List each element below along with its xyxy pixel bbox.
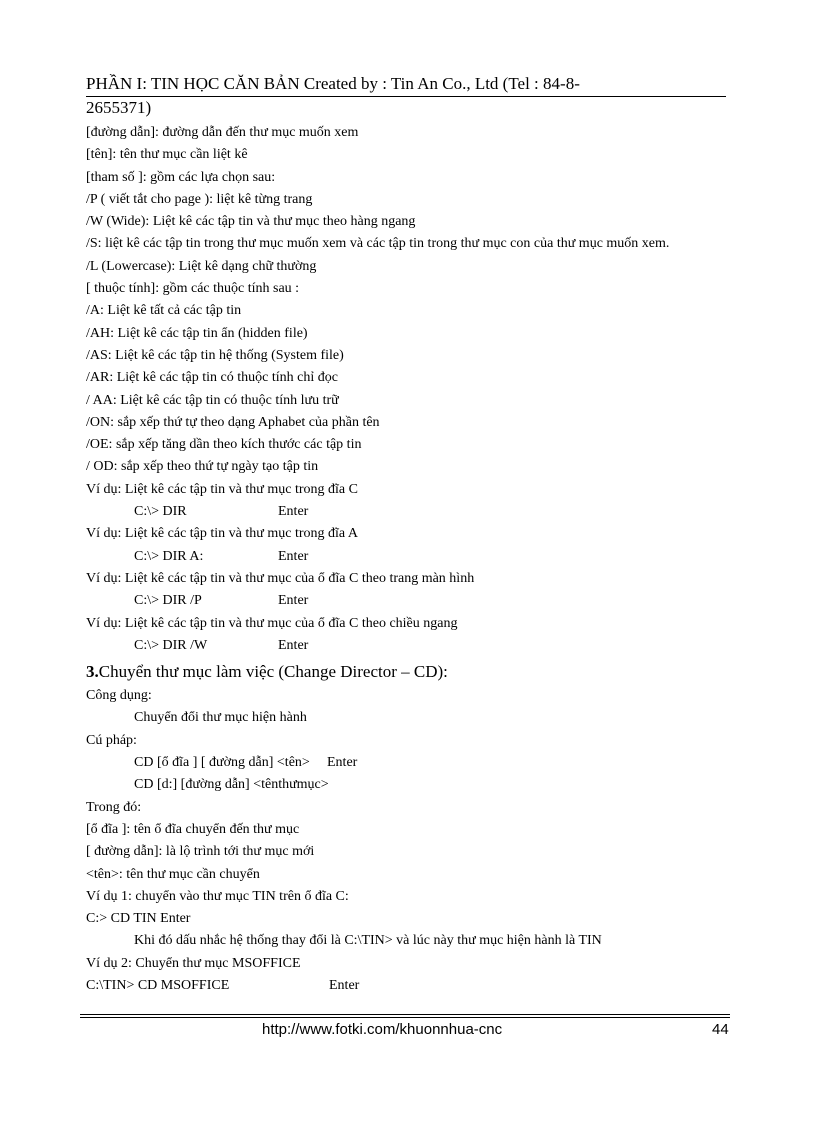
section-title: Chuyển thư mục làm việc (Change Director – CD): <box>98 662 448 682</box>
example-command <box>86 590 730 612</box>
example-description: Liệt kê các tập tin và thư mục của ổ đĩa C theo trang màn hình <box>124 570 475 586</box>
param-line: <tên>: tên thư mục cần chuyển <box>86 866 260 882</box>
example-description: Liệt kê các tập tin và thư mục trong đĩa C <box>124 481 358 497</box>
example-1-label: Ví dụ 1: chuyển vào thư mục TIN trên ổ đĩa C: <box>86 888 349 904</box>
command-key: Enter <box>278 504 309 520</box>
syntax-line <box>86 752 730 774</box>
param-line: [ đường dẫn]: là lộ trình tới thư mục mới <box>86 844 315 860</box>
where-label: Trong đó: <box>86 799 142 815</box>
page-number: 44 <box>712 1021 729 1038</box>
example-command <box>86 635 730 657</box>
text-line: /AS: Liệt kê các tập tin hệ thống (System file) <box>86 347 344 363</box>
example-1-note: Khi đó dấu nhắc hệ thống thay đổi là C:\TIN> và lúc này thư mục hiện hành là TIN <box>134 933 602 949</box>
example-label: Ví dụ: <box>86 615 125 631</box>
example-line <box>86 523 730 545</box>
text-line: /L (Lowercase): Liệt kê dạng chữ thường <box>86 258 317 274</box>
example-1-command: C:> CD TIN Enter <box>86 911 191 927</box>
command-text: C:\> DIR A: <box>134 548 204 564</box>
example-label: Ví dụ: <box>86 526 125 542</box>
text-line: [đường dẫn]: đường dẫn đến thư mục muốn xem <box>86 125 359 140</box>
example-command <box>86 546 730 568</box>
example-description: Liệt kê các tập tin và thư mục của ổ đĩa C theo chiều ngang <box>124 615 458 631</box>
command-text: C:\> DIR /P <box>134 593 202 609</box>
usage-label: Công dụng: <box>86 688 152 704</box>
section-heading <box>86 659 730 685</box>
example-2-label: Ví dụ 2: Chuyển thư mục MSOFFICE <box>86 955 301 971</box>
text-line: /AR: Liệt kê các tập tin có thuộc tính chỉ đọc <box>86 370 338 386</box>
syntax-key: Enter <box>327 755 358 771</box>
command-text: C:\> DIR <box>134 504 187 520</box>
example-line <box>86 568 730 590</box>
text-line: /AH: Liệt kê các tập tin ẩn (hidden file) <box>86 325 308 341</box>
page-header <box>86 72 726 117</box>
syntax-text: CD [ổ đĩa ] [ đường dẫn] <tên> <box>134 755 310 771</box>
syntax-line-2: CD [d:] [đường dẫn] <tênthưmục> <box>134 777 329 793</box>
header-line-2: 2655371) <box>86 98 152 117</box>
command-key: Enter <box>278 548 309 564</box>
footer-url: http://www.fotki.com/khuonnhua-cnc <box>262 1021 503 1038</box>
text-line: /A: Liệt kê tất cả các tập tin <box>86 303 242 319</box>
example-line <box>86 613 730 635</box>
example-line <box>86 479 730 501</box>
command-key: Enter <box>278 593 309 609</box>
text-paragraph: /S: liệt kê các tập tin trong thư mục muốn xem và các tập tin trong thư mục con của thư mục muốn xem. <box>86 236 670 252</box>
example-command <box>86 501 730 523</box>
header-line-1: PHẦN I: TIN HỌC CĂN BẢN Created by : Tin An Co., Ltd (Tel : 84-8- <box>86 74 580 93</box>
example-2-command <box>86 975 730 997</box>
example-description: Liệt kê các tập tin và thư mục trong đĩa A <box>124 526 358 542</box>
command-key: Enter <box>329 977 360 993</box>
command-text: C:\TIN> CD MSOFFICE <box>86 977 230 993</box>
usage-text: Chuyển đổi thư mục hiện hành <box>134 710 307 726</box>
example-label: Ví dụ: <box>86 570 125 586</box>
text-line: / OD: sắp xếp theo thứ tự ngày tạo tập tin <box>86 459 319 475</box>
command-key: Enter <box>278 637 309 653</box>
text-line: / AA: Liệt kê các tập tin có thuộc tính lưu trữ <box>86 392 339 408</box>
param-line: [ổ đĩa ]: tên ổ đĩa chuyển đến thư mục <box>86 821 300 837</box>
syntax-label: Cú pháp: <box>86 732 137 748</box>
page-body <box>86 122 730 997</box>
section-number: 3. <box>86 662 99 682</box>
command-text: C:\> DIR /W <box>134 637 208 653</box>
text-line: /ON: sắp xếp thứ tự theo dạng Aphabet của phần tên <box>86 414 380 430</box>
text-line: [tham số ]: gồm các lựa chọn sau: <box>86 169 276 185</box>
text-line: [ thuộc tính]: gồm các thuộc tính sau : <box>86 281 300 297</box>
example-label: Ví dụ: <box>86 481 125 497</box>
text-line: /OE: sắp xếp tăng dần theo kích thước các tập tin <box>86 437 362 453</box>
text-line: [tên]: tên thư mục cần liệt kê <box>86 147 248 163</box>
text-line: /W (Wide): Liệt kê các tập tin và thư mục theo hàng ngang <box>86 214 416 230</box>
text-line: /P ( viết tắt cho page ): liệt kê từng trang <box>86 191 313 207</box>
footer-divider <box>80 1014 730 1018</box>
